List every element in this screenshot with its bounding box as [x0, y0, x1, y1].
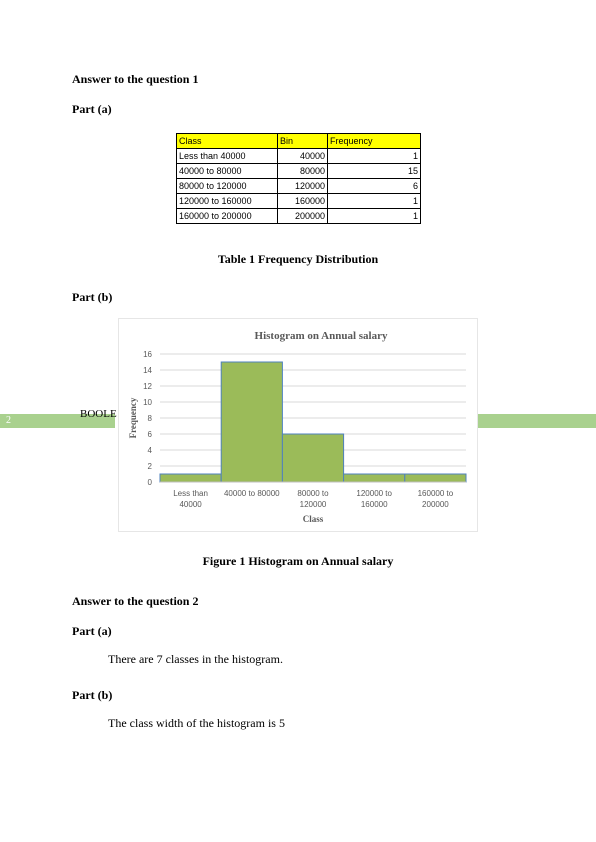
table-row — [177, 164, 421, 179]
table-header-row — [177, 134, 421, 149]
x-tick-label: 40000 to 80000 — [223, 489, 280, 498]
x-tick-label: Less than 40000 — [173, 489, 208, 509]
y-tick-label: 0 — [147, 478, 152, 487]
table-cell: 160000 — [278, 194, 328, 209]
x-tick-label: 80000 to 120000 — [297, 489, 329, 509]
table-row — [177, 194, 421, 209]
table-cell: 6 — [328, 179, 421, 194]
table-cell: 1 — [328, 209, 421, 224]
table-caption: Table 1 Frequency Distribution — [217, 252, 379, 266]
table-cell: 80000 — [278, 164, 328, 179]
table-header-cell: Class — [177, 134, 278, 149]
table-cell: 200000 — [278, 209, 328, 224]
histogram-svg — [119, 319, 477, 531]
running-head: BOOLE — [80, 408, 117, 420]
y-axis-title: Frequency — [128, 397, 138, 439]
q2-part-a-text: There are 7 classes in the histogram. — [108, 652, 283, 666]
y-tick-label: 14 — [143, 366, 152, 375]
q2-part-a-label: Part (a) — [72, 624, 112, 638]
header-band-right — [477, 414, 596, 428]
table-cell: 1 — [328, 149, 421, 164]
table-cell: 120000 — [278, 179, 328, 194]
q1-part-a-label: Part (a) — [72, 102, 112, 116]
y-tick-label: 8 — [147, 414, 152, 423]
q2-part-b-label: Part (b) — [72, 688, 113, 702]
x-tick-label: 120000 to 160000 — [356, 489, 392, 509]
table-cell: 120000 to 160000 — [177, 194, 278, 209]
chart-title: Histogram on Annual salary — [254, 330, 388, 342]
histogram-bar — [344, 474, 405, 482]
frequency-table — [176, 133, 421, 224]
y-tick-label: 10 — [143, 398, 152, 407]
table-cell: 1 — [328, 194, 421, 209]
table-cell: 80000 to 120000 — [177, 179, 278, 194]
table-row — [177, 149, 421, 164]
page-number: 2 — [6, 415, 11, 426]
table-cell: 40000 to 80000 — [177, 164, 278, 179]
histogram-bar — [282, 434, 343, 482]
table-header-cell: Bin — [278, 134, 328, 149]
table-cell: Less than 40000 — [177, 149, 278, 164]
table-cell: 15 — [328, 164, 421, 179]
y-tick-label: 2 — [147, 462, 152, 471]
q1-heading: Answer to the question 1 — [72, 72, 199, 86]
histogram-bar — [405, 474, 466, 482]
y-tick-label: 16 — [143, 350, 152, 359]
table-row — [177, 179, 421, 194]
q1-part-b-label: Part (b) — [72, 290, 113, 304]
table-cell: 160000 to 200000 — [177, 209, 278, 224]
histogram-bar — [221, 362, 282, 482]
figure-caption: Figure 1 Histogram on Annual salary — [202, 554, 394, 568]
histogram-bar — [160, 474, 221, 482]
y-tick-label: 6 — [147, 430, 152, 439]
y-tick-label: 12 — [143, 382, 152, 391]
y-tick-label: 4 — [147, 446, 152, 455]
histogram-chart — [118, 318, 478, 532]
table-cell: 40000 — [278, 149, 328, 164]
table-header-cell: Frequency — [328, 134, 421, 149]
q2-part-b-text: The class width of the histogram is 5 — [108, 716, 285, 730]
q2-heading: Answer to the question 2 — [72, 594, 199, 608]
x-axis-title: Class — [302, 514, 324, 524]
table-row — [177, 209, 421, 224]
x-tick-label: 160000 to 200000 — [417, 489, 454, 509]
